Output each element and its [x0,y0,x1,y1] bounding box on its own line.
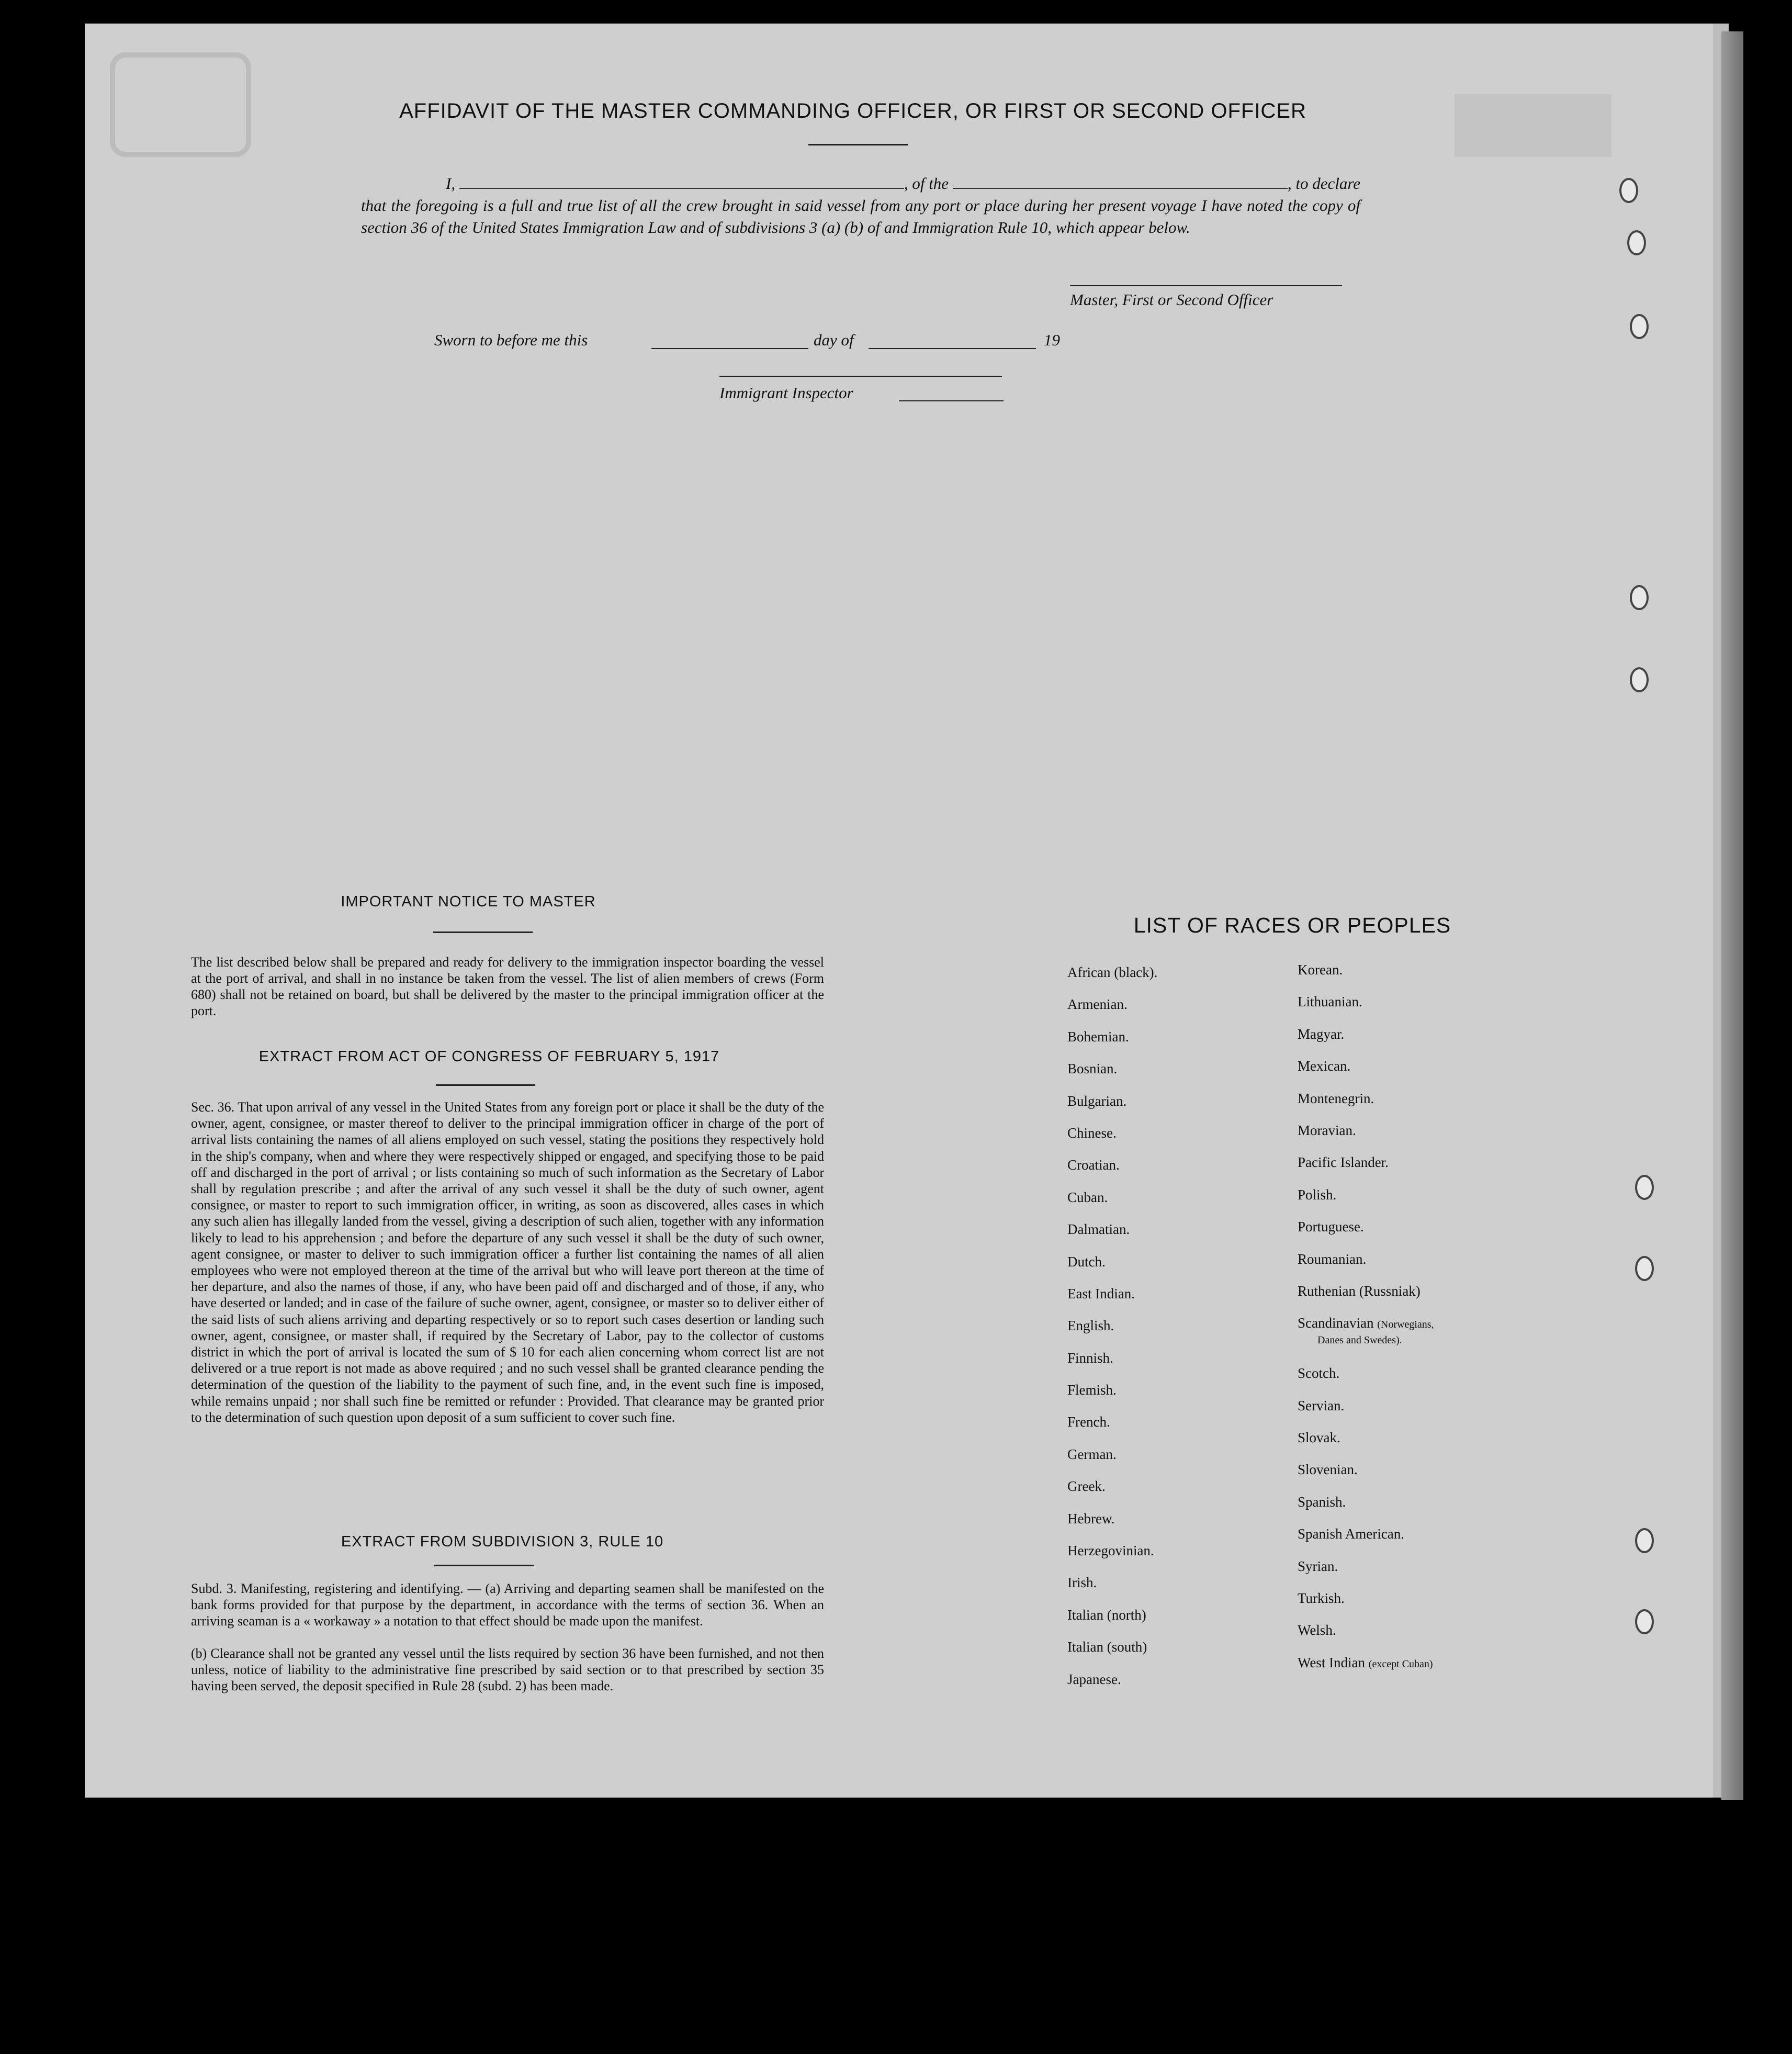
rule-text-b: (b) Clearance shall not be granted any vessel until the lists required by section 36 have been furnished, and not then unless, notice of liability to the administrative fine prescribed by said section or to that prescribed by section 35 having been served, the deposit specified in Rule 28 (subd. 2) has been made. [191,1646,824,1693]
race-item: Lithuanian. [1298,994,1362,1010]
title-divider [808,144,908,145]
notice-divider [433,931,533,933]
race-item: Irish. [1067,1575,1097,1591]
race-item: Bosnian. [1067,1061,1118,1077]
race-item: Japanese. [1067,1671,1121,1687]
inspector-name-line[interactable] [899,400,1004,401]
race-item: Magyar. [1298,1026,1345,1042]
bleed-through-mark [110,52,251,157]
binding-hole [1635,1256,1654,1281]
race-item: Welsh. [1298,1622,1336,1638]
officer-name-field[interactable] [459,188,904,189]
race-note: (Norwegians, [1377,1319,1434,1331]
race-item: Bohemian. [1067,1028,1129,1045]
affidavit-of-the-label: , of the [904,174,949,193]
master-signature-label: Master, First or Second Officer [1070,290,1273,309]
affidavit-declare-label: , to declare [1287,174,1360,193]
binding-hole [1635,1609,1654,1634]
binding-hole [1630,667,1649,692]
notice-text: The list described below shall be prepared and ready for delivery to the immigration inspector boarding the vessel at the port of arrival, and shall in no instance be taken from the vessel. The list of alien members of crews (Form 680) shall not be retained on board, but shall be delivered by the master to the principal immigration officer at the port. [191,955,824,1018]
binding-hole [1635,1528,1654,1553]
race-item: Turkish. [1298,1590,1345,1607]
day-of-label: day of [814,331,854,349]
affidavit-declaration-line [361,173,1360,195]
race-item: Roumanian. [1298,1251,1367,1267]
race-item: Dutch. [1067,1253,1106,1270]
rule-title: EXTRACT FROM SUBDIVISION 3, RULE 10 [341,1533,664,1550]
race-item: Cuban. [1067,1189,1108,1205]
race-item: English. [1067,1318,1114,1334]
race-item: Bulgarian. [1067,1093,1127,1109]
binding-hole [1630,314,1649,339]
affidavit-i-label: I, [446,174,456,193]
race-item: Greek. [1067,1478,1106,1495]
race-note: Danes and Swedes). [1317,1334,1402,1346]
race-item: Korean. [1298,962,1343,978]
race-item: East Indian. [1067,1285,1135,1301]
act-title: EXTRACT FROM ACT OF CONGRESS OF FEBRUARY 5, 1917 [258,1048,720,1065]
race-item: Ruthenian (Russniak) [1298,1283,1421,1299]
race-item-west-indian [1298,1653,1434,1685]
race-item: Hebrew. [1067,1510,1115,1527]
notice-title: IMPORTANT NOTICE TO MASTER [341,893,596,910]
race-item: Montenegrin. [1298,1090,1374,1106]
rule-text-a: Subd. 3. Manifesting, registering and identifying. — (a) Arriving and departing seamen shall be manifested on the bank forms provided for that purpose by the department, in accordance with the terms of section 36. When an arriving seaman is a « workaway » a notation to that effect should be made upon the manifest. [191,1581,824,1629]
race-item: Mexican. [1298,1058,1351,1074]
race-item: African (black). [1067,964,1158,980]
race-item: Italian (south) [1067,1639,1147,1655]
binding-hole [1619,178,1638,203]
race-item: Spanish American. [1298,1526,1404,1542]
race-item: Pacific Islander. [1298,1154,1389,1171]
master-signature-line[interactable] [1070,285,1342,286]
races-title: LIST OF RACES OR PEOPLES [1133,913,1451,937]
binding-hole [1630,585,1649,610]
race-item: Slovenian. [1298,1462,1358,1478]
vessel-name-field[interactable] [953,188,1288,189]
bleed-through-mark [1455,94,1611,157]
race-item: Dalmatian. [1067,1221,1130,1238]
race-item: Scandinavian [1298,1315,1374,1331]
race-item: Polish. [1298,1186,1337,1203]
sworn-label: Sworn to before me this [434,331,588,349]
race-item: Scotch. [1298,1365,1340,1382]
races-list-right [1298,960,1434,1685]
rule-divider [434,1565,534,1566]
affidavit-text [361,173,1360,239]
sworn-month-line[interactable] [869,348,1036,349]
race-item: Syrian. [1298,1558,1338,1574]
sworn-day-line[interactable] [651,348,808,349]
race-item: Moravian. [1298,1122,1356,1138]
act-divider [436,1084,535,1086]
race-item: Spanish. [1298,1494,1346,1510]
race-item: West Indian [1298,1654,1366,1670]
race-item: Croatian. [1067,1157,1120,1173]
race-item: Herzegovinian. [1067,1543,1154,1559]
act-text: Sec. 36. That upon arrival of any vessel in the United States from any foreign port or place it shall be the duty of the owner, agent, consignee, or master thereof to deliver to the principal immigration officer in charge of the port of arrival lists containing the names of all aliens employed on such vessel, stating the positions they respectively hold in the ship's company, when and where they were respectively shipped or engaged, and specifying those to be paid off and discharged in the port of arrival ; or lists containing so much of such information as the Secretary of Labor shall by regulation prescribe ; and after the arrival of any such vessel it shall be the duty of such owner, agent consignee, or master to report to such immigration officer, in writing, as soon as discovered, alles cases in which any such alien has illegally landed from the vessel, giving a description of such alien, together with any information likely to lead to his apprehension ; and before the departure of any such vessel it shall be the duty of such owner, agent consignee, or master to deliver to such immigration officer a further list containing the names of all alien employees who were not employed thereon at the time of the arrival but who will leave port thereon at the time of her departure, and also the names of those, if any, who have been paid off and discharged and of those, if any, who have deserted or landed; and in case of the failure of suche owner, agent, consignee, or master so to deliver either of the said lists of such aliens arriving and departing respectively or so to report such cases desertion or landing such owner, agent, consignee, or master shall, if required by the Secretary of Labor, pay to the collector of customs district in which the port of arrival is located the sum of $ 10 for each alien concerning whom correct list are not delivered or a true report is not made as above required ; and no such vessel shall be granted clearance pending the determination of the question of the liability to the payment of such fine, and, in the event such fine is imposed, while remains unpaid ; nor shall such fine be remitted or refunder : Provided. That clearance may be granted prior to the determination of such question upon deposit of a sum sufficient to cover such fine. [191,1099,824,1425]
race-item: Slovak. [1298,1430,1340,1446]
race-item: Flemish. [1067,1382,1117,1398]
page-edge [1721,31,1743,1800]
document-sheet [85,24,1729,1798]
year-label: 19 [1044,331,1060,349]
inspector-signature-line[interactable] [719,376,1002,377]
race-item: Portuguese. [1298,1219,1364,1235]
binding-hole [1635,1175,1654,1200]
affidavit-body: that the foregoing is a full and true list of all the crew brought in said vessel from any port or place during her present voyage I have noted the copy of section 36 of the United States Immigration Law and of subdivisions 3 (a) (b) of and Immigration Rule 10, which appear below. [361,196,1360,237]
race-item: German. [1067,1446,1117,1462]
race-item-scandinavian [1298,1314,1434,1364]
race-note: (except Cuban) [1368,1658,1433,1670]
race-item: Chinese. [1067,1125,1117,1141]
race-item: Finnish. [1067,1350,1113,1366]
affidavit-title: AFFIDAVIT OF THE MASTER COMMANDING OFFICER, OR FIRST OR SECOND OFFICER [399,99,1306,122]
race-item: Italian (north) [1067,1607,1146,1623]
race-item: French. [1067,1414,1110,1430]
race-item: Servian. [1298,1397,1345,1413]
races-list-left [1067,963,1157,1702]
binding-hole [1627,230,1646,255]
race-item: Armenian. [1067,996,1128,1013]
inspector-label: Immigrant Inspector [719,384,853,402]
